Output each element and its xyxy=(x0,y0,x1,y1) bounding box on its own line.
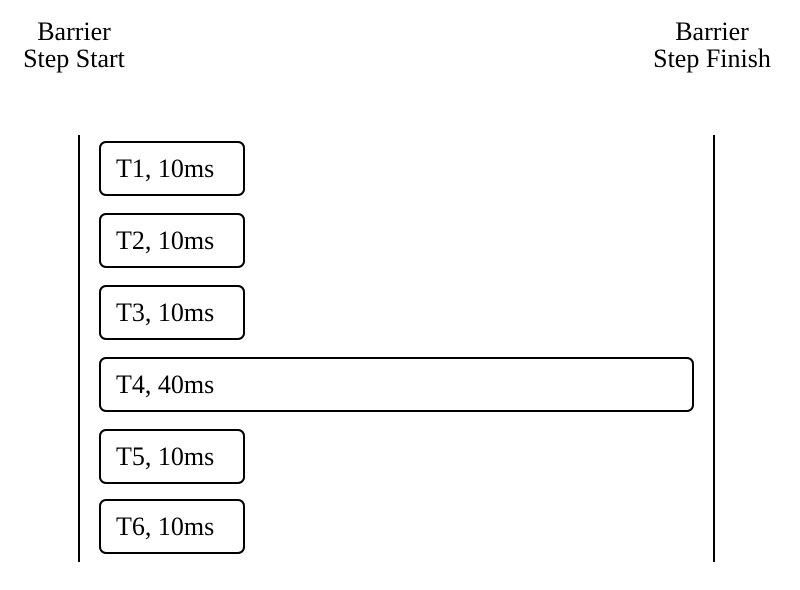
task-box-t4: T4, 40ms xyxy=(99,357,694,412)
barrier-finish-label-line2: Step Finish xyxy=(653,44,771,73)
barrier-finish-line xyxy=(713,135,715,562)
task-box-t6: T6, 10ms xyxy=(99,499,245,554)
task-box-t1: T1, 10ms xyxy=(99,141,245,196)
task-box-t2: T2, 10ms xyxy=(99,213,245,268)
barrier-start-label-line2: Step Start xyxy=(23,44,125,73)
task-box-t3: T3, 10ms xyxy=(99,285,245,340)
barrier-finish-label-line1: Barrier xyxy=(675,17,749,46)
barrier-start-label-line1: Barrier xyxy=(37,17,111,46)
barrier-finish-label xyxy=(642,18,782,72)
barrier-start-line xyxy=(78,135,80,562)
barrier-start-label xyxy=(14,18,134,72)
task-box-t5: T5, 10ms xyxy=(99,429,245,484)
